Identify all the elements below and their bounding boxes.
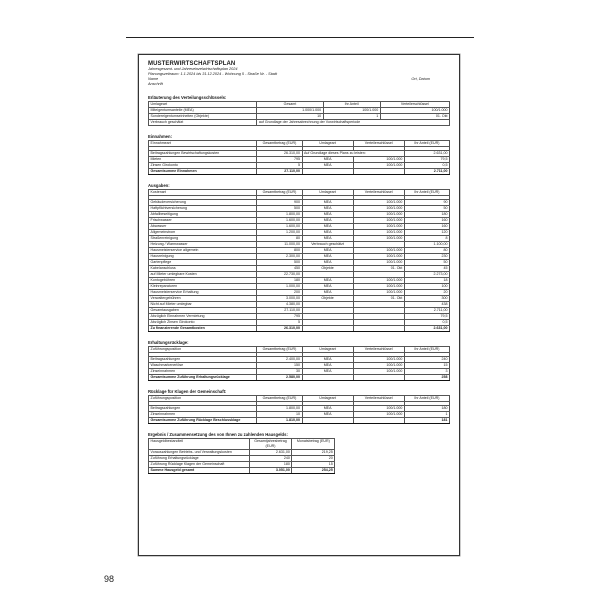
table-cell: [302, 418, 353, 424]
column-header: Gesamt: [257, 102, 323, 108]
klagen-title: Rücklage für Klagen der Gemeinschaft:: [148, 389, 227, 394]
table-cell: MEA: [302, 163, 353, 169]
total-row: [149, 169, 450, 175]
table-cell: 79,5: [404, 314, 449, 320]
table-cell: [302, 375, 353, 381]
table-cell: 100/1.000: [353, 218, 404, 224]
column-header: Monatsbetrag (EUR): [292, 439, 335, 450]
table-cell: Sondereigentumseinheiten (Objekte): [149, 114, 257, 120]
document-title: MUSTERWIRTSCHAFTSPLAN: [148, 61, 236, 67]
column-header: Gesamtbetrag (EUR): [257, 396, 302, 402]
table-cell: 100/1.000: [353, 206, 404, 212]
table-cell: 22.730,00: [257, 272, 302, 278]
table-cell: Gebäudeversicherung: [149, 200, 257, 206]
table-cell: Nicht auf Mieter umlegbar: [149, 302, 257, 308]
total-row: [149, 375, 450, 381]
table-cell: [353, 375, 404, 381]
klagen-table: [148, 395, 450, 424]
table-cell: Haftpflichtversicherung: [149, 206, 257, 212]
table-cell: Hausreinigung: [149, 254, 257, 260]
table-cell: [353, 418, 404, 424]
table-cell: 100/1.000: [353, 157, 404, 163]
table-cell: Beitragszahlungen Bewirtschaftungskosten: [149, 151, 257, 157]
table-cell: 80: [404, 248, 449, 254]
table-cell: 230: [404, 254, 449, 260]
table-cell: MEA: [302, 218, 353, 224]
column-header: Umlageart: [302, 396, 353, 402]
table-cell: 100/1.000: [353, 248, 404, 254]
ergebnis-title: Ergebnis / Zusammensetzung des von Ihnen zu zahlenden Hausgelds:: [148, 432, 288, 437]
table-cell: 20: [404, 290, 449, 296]
table-cell: 150: [257, 363, 302, 369]
column-header: Ihr Anteil (EUR): [404, 347, 449, 353]
table-cell: MEA: [302, 260, 353, 266]
table-cell: Abwasser: [149, 224, 257, 230]
table-cell: 1.810,00: [257, 418, 302, 424]
table-cell: Vorauszahlungen Betriebs- und Verwaltungskosten: [149, 450, 250, 456]
table-cell: Zinseinnahmen: [149, 369, 257, 375]
ausgaben-title: Ausgaben:: [148, 183, 170, 188]
table-cell: 100/1.000: [353, 212, 404, 218]
table-cell: Auf Grundlage dieses Plans zu leisten:: [302, 151, 404, 157]
table-cell: 1: [323, 114, 380, 120]
table-cell: 3.051,00: [249, 468, 292, 474]
table-cell: 2.711,00: [404, 169, 449, 175]
table-cell: 100/1.000: [353, 224, 404, 230]
top-rule: [126, 37, 474, 38]
document-sheet: [138, 54, 460, 556]
table-cell: 50: [404, 206, 449, 212]
table-cell: 240: [404, 357, 449, 363]
column-header: Ihr Anteil: [323, 102, 380, 108]
table-cell: Miteigentumsanteile (MEA): [149, 108, 257, 114]
table-cell: 18: [404, 278, 449, 284]
column-header: Zuführungsposition: [149, 347, 257, 353]
column-header: Verteilerschlüssel: [353, 396, 404, 402]
table-cell: Zinseinnahmen: [149, 412, 257, 418]
column-header: Gesamtbetrag (EUR): [257, 141, 302, 147]
table-cell: 180: [404, 406, 449, 412]
column-header: Ihr Anteil (EUR): [404, 396, 449, 402]
table-cell: 15: [404, 363, 449, 369]
table-cell: 01. Okt: [380, 114, 449, 120]
table-cell: 100/1.000: [353, 260, 404, 266]
table-cell: MEA: [302, 254, 353, 260]
table-cell: 450: [257, 266, 302, 272]
table-cell: Verbrauch geschätzt: [149, 120, 257, 126]
table-cell: Gesamtsumme Zuführung Erhaltungsrücklage: [149, 375, 257, 381]
page-number: 98: [104, 574, 115, 584]
table-cell: 258: [404, 375, 449, 381]
verteilung-title: Erläuterung des Verteilungsschlüssels:: [148, 95, 227, 100]
table-cell: 79,5: [404, 157, 449, 163]
table-cell: 2.631,00: [404, 151, 449, 157]
table-cell: 500: [257, 206, 302, 212]
table-cell: 240: [249, 456, 292, 462]
table-cell: 795: [257, 314, 302, 320]
ausgaben-table: [148, 189, 450, 332]
table-cell: 180: [404, 212, 449, 218]
table-cell: 8: [404, 236, 449, 242]
table-cell: Frischwasser: [149, 218, 257, 224]
table-cell: Gesamtsumme Einnahmen: [149, 169, 257, 175]
table-cell: Allgemeinstrom: [149, 230, 257, 236]
table-cell: MEA: [302, 290, 353, 296]
column-header: Umlageart: [302, 347, 353, 353]
table-cell: Straßenreinigung: [149, 236, 257, 242]
table-cell: 100/1.000: [353, 278, 404, 284]
table-cell: 100/1.000: [353, 369, 404, 375]
table-cell: Abfallbeseitigung: [149, 212, 257, 218]
table-cell: 100/1.000: [353, 236, 404, 242]
column-header: Einnahmeart: [149, 141, 257, 147]
table-cell: 100/1.000: [353, 200, 404, 206]
column-header: Umlageart: [302, 190, 353, 196]
table-cell: 120: [404, 230, 449, 236]
table-cell: Zu finanzierende Gesamtkosten: [149, 326, 257, 332]
table-cell: 438: [404, 302, 449, 308]
column-header: Umlageart: [302, 141, 353, 147]
table-cell: 2.711,00: [404, 308, 449, 314]
table-cell: MEA: [302, 363, 353, 369]
column-header: Hausgeldbestandteil: [149, 439, 250, 450]
table-cell: MEA: [302, 236, 353, 242]
table-cell: 5: [257, 320, 302, 326]
table-cell: 2.400,00: [257, 357, 302, 363]
verteilung-table: [148, 101, 450, 126]
table-cell: MEA: [302, 284, 353, 290]
table-cell: MEA: [302, 412, 353, 418]
table-cell: Summe Hausgeld gesamt: [149, 468, 250, 474]
table-cell: 5: [257, 163, 302, 169]
table-cell: 160: [404, 218, 449, 224]
table-cell: 0,5: [404, 320, 449, 326]
column-header: Gesamtbetrag (EUR): [257, 190, 302, 196]
column-header: Ihr Anteil (EUR): [404, 141, 449, 147]
column-header: Verteilerschlüssel: [380, 102, 449, 108]
table-cell: MEA: [302, 357, 353, 363]
table-cell: auf Grundlage der Jahresabrechnung der Vorwirtschaftsperiode: [257, 120, 450, 126]
table-cell: 900: [257, 200, 302, 206]
table-cell: 01. Okt: [353, 296, 404, 302]
address-label: Anschrift: [148, 82, 163, 86]
einnahmen-table: [148, 140, 450, 175]
table-cell: 20: [292, 456, 335, 462]
table-cell: 10: [257, 412, 302, 418]
table-cell: 100/1.000: [380, 108, 449, 114]
table-cell: 90: [404, 200, 449, 206]
table-cell: 50: [404, 260, 449, 266]
planning-period: Planungszeitraum: 1.1.2024 bis 31.12.2024 - Wohnung 5 - Straße Nr. - Stadt: [148, 72, 278, 76]
table-cell: 3: [404, 369, 449, 375]
table-cell: MEA: [302, 406, 353, 412]
table-cell: 27.110,00: [257, 308, 302, 314]
einnahmen-title: Einnahmen:: [148, 134, 172, 139]
table-cell: [302, 326, 353, 332]
table-cell: 4.380,00: [257, 302, 302, 308]
table-cell: 1.000,00: [257, 284, 302, 290]
total-row: [149, 468, 335, 474]
table-cell: 219,25: [292, 450, 335, 456]
column-header: Zuführungsposition: [149, 396, 257, 402]
table-cell: Abzüglich Einnahmen Vermietung: [149, 314, 257, 320]
table-cell: 100/1.000: [353, 290, 404, 296]
table-cell: 181: [404, 418, 449, 424]
table-cell: Kleinreparaturen: [149, 284, 257, 290]
table-cell: 0,5: [404, 163, 449, 169]
table-cell: Gesamtausgaben: [149, 308, 257, 314]
table-cell: 2.580,00: [257, 375, 302, 381]
table-cell: 15: [292, 462, 335, 468]
total-row: [149, 418, 450, 424]
table-cell: [353, 326, 404, 332]
table-cell: Objekte: [302, 296, 353, 302]
table-cell: Hausmeisterservice Erhaltung: [149, 290, 257, 296]
table-cell: Kontogebühren: [149, 278, 257, 284]
table-cell: 10: [257, 114, 323, 120]
column-header: Verteilerschlüssel: [353, 347, 404, 353]
table-cell: Zuführung Erhaltungsrücklage: [149, 456, 250, 462]
table-cell: 100/1.000: [353, 357, 404, 363]
document-subtitle: Jahresgesamt- und Jahreseinzelwirtschaftsplan 2024: [148, 67, 238, 71]
table-cell: 100/1.000: [353, 230, 404, 236]
table-cell: 1.800,00: [257, 406, 302, 412]
table-cell: 1.100,00: [404, 242, 449, 248]
table-cell: 80: [257, 236, 302, 242]
table-cell: 500: [257, 260, 302, 266]
table-cell: 1: [404, 412, 449, 418]
column-header: Ihr Anteil (EUR): [404, 190, 449, 196]
table-cell: 100/1.000: [353, 406, 404, 412]
table-cell: 1.000/1.000: [257, 108, 323, 114]
table-cell: 100/1.000: [323, 108, 380, 114]
table-cell: Verwaltergebühren: [149, 296, 257, 302]
table-cell: Zuführung Rücklage Klagen der Gemeinschaft: [149, 462, 250, 468]
table-cell: 11.000,00: [257, 242, 302, 248]
table-cell: MEA: [302, 230, 353, 236]
table-cell: 30: [257, 369, 302, 375]
table-cell: 26.310,00: [257, 151, 302, 157]
table-cell: Gartenpflege: [149, 260, 257, 266]
table-cell: 254,25: [292, 468, 335, 474]
erhaltung-table: [148, 346, 450, 381]
table-cell: 1.600,00: [257, 224, 302, 230]
table-cell: MEA: [302, 224, 353, 230]
column-header: Verteilerschlüssel: [353, 141, 404, 147]
table-cell: Zinsen Girokonto: [149, 163, 257, 169]
table-cell: 300: [404, 296, 449, 302]
table-cell: 26.310,00: [257, 326, 302, 332]
table-cell: 2.631,00: [404, 326, 449, 332]
table-cell: 2.273,00: [404, 272, 449, 278]
table-cell: auf Mieter umlegbare Kosten: [149, 272, 257, 278]
table-cell: 180: [249, 462, 292, 468]
table-cell: 795: [257, 157, 302, 163]
table-cell: Beitragszahlungen: [149, 357, 257, 363]
table-cell: 1.600,00: [257, 218, 302, 224]
table-cell: MEA: [302, 278, 353, 284]
table-cell: Objekte: [302, 266, 353, 272]
erhaltung-title: Erhaltungsrücklage:: [148, 340, 189, 345]
table-cell: 45: [404, 266, 449, 272]
table-cell: MEA: [302, 248, 353, 254]
table-cell: 800: [257, 248, 302, 254]
table-cell: 3.000,00: [257, 296, 302, 302]
column-header: Umlageart: [149, 102, 257, 108]
ergebnis-table: [148, 438, 335, 474]
table-cell: 2.631,00: [249, 450, 292, 456]
table-cell: 100/1.000: [353, 254, 404, 260]
table-cell: 01. Okt: [353, 266, 404, 272]
table-cell: Mieten: [149, 157, 257, 163]
table-cell: Heizung / Warmwasser: [149, 242, 257, 248]
table-cell: 100/1.000: [353, 363, 404, 369]
table-cell: MEA: [302, 206, 353, 212]
table-cell: MEA: [302, 200, 353, 206]
table-row: [149, 120, 450, 126]
column-header: Gesamtbetrag (EUR): [257, 347, 302, 353]
table-cell: 1.800,00: [257, 212, 302, 218]
table-cell: MEA: [302, 212, 353, 218]
table-cell: MEA: [302, 369, 353, 375]
table-cell: 200: [257, 290, 302, 296]
name-label: Name: [148, 77, 159, 81]
total-row: [149, 326, 450, 332]
table-cell: Verbrauch geschätzt: [302, 242, 353, 248]
table-cell: 1.200,00: [257, 230, 302, 236]
table-cell: Beitragszahlungen: [149, 406, 257, 412]
table-cell: Abzüglich Zinsen Girokonto: [149, 320, 257, 326]
column-header: Verteilerschlüssel: [353, 190, 404, 196]
table-cell: Hausmeisterservice allgemein: [149, 248, 257, 254]
table-cell: Waschmarkenerlöse: [149, 363, 257, 369]
table-cell: 180: [257, 278, 302, 284]
table-header-row: [149, 439, 335, 450]
table-cell: MEA: [302, 157, 353, 163]
table-cell: 100/1.000: [353, 284, 404, 290]
column-header: Gesamtjahresbetrag (EUR): [249, 439, 292, 450]
table-cell: Kabelanschluss: [149, 266, 257, 272]
table-cell: 2.300,00: [257, 254, 302, 260]
table-cell: 100/1.000: [353, 412, 404, 418]
table-cell: 160: [404, 224, 449, 230]
table-cell: Gesamtsumme Zuführung Rücklage Beschlussklage: [149, 418, 257, 424]
table-cell: 100/1.000: [353, 163, 404, 169]
table-cell: 100: [404, 284, 449, 290]
place-date: Ort, Datum: [411, 77, 430, 81]
column-header: Kostenart: [149, 190, 257, 196]
table-cell: 27.110,00: [257, 169, 302, 175]
